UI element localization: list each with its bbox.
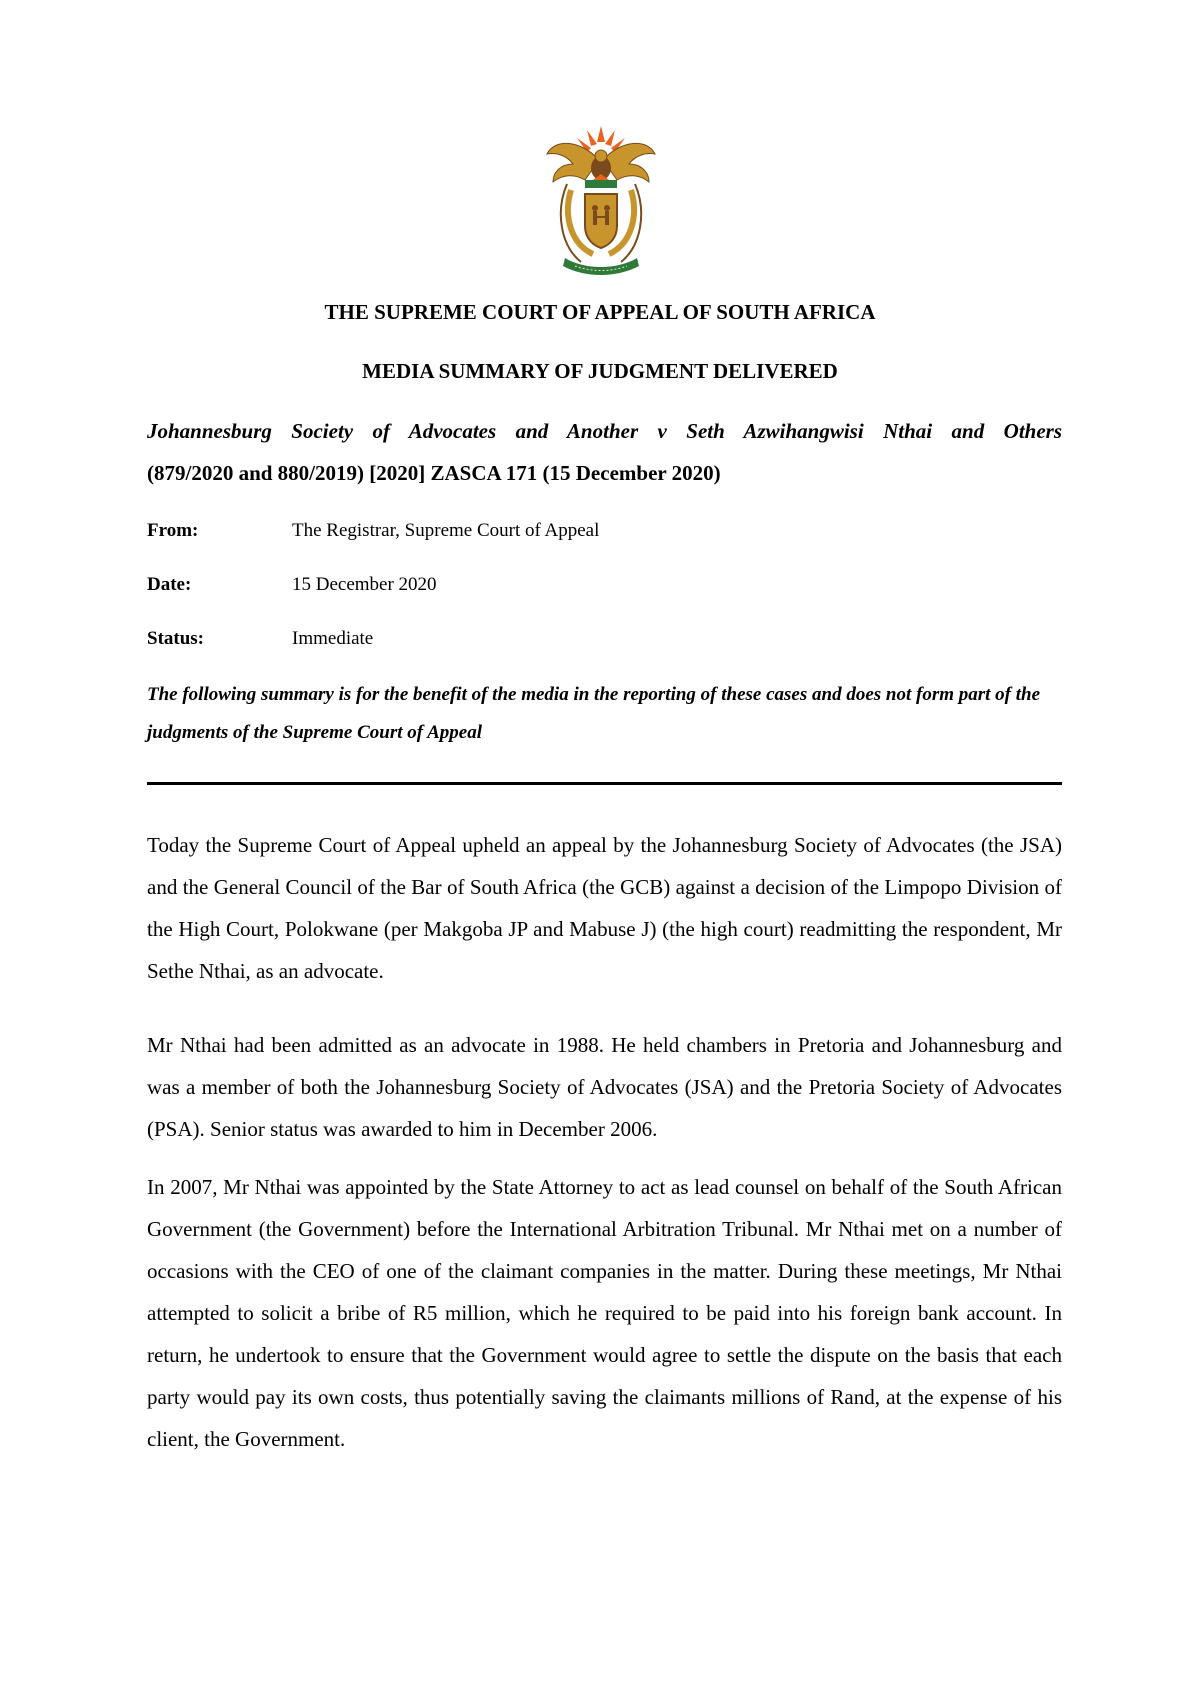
section-divider [147,782,1062,785]
court-name-heading: THE SUPREME COURT OF APPEAL OF SOUTH AFRICA [324,300,876,324]
meta-label-date: Date: [147,574,192,595]
meta-label-status: Status: [147,628,205,649]
meta-value-status: Immediate [292,628,374,649]
meta-label-from: From: [147,520,199,541]
document-type-heading: MEDIA SUMMARY OF JUDGMENT DELIVERED [362,359,838,383]
meta-value-date: 15 December 2020 [292,574,437,595]
summary-paragraph-1: Today the Supreme Court of Appeal upheld an appeal by the Johannesburg Society of Advocates (the JSA) and the General Council of the Bar of South Africa (the GCB) against a decision of the Limpopo Division of the High Court, Polokwane (per Makgoba JP and Mabuse J) (the high court) readmitting the respondent, Mr Sethe Nthai, as an advocate. [147,833,1062,983]
summary-paragraph-3: In 2007, Mr Nthai was appointed by the State Attorney to act as lead counsel on behalf of the South African Government (the Government) before the International Arbitration Tribunal. Mr Nthai met on a number of occasions with the CEO of one of the claimant companies in the matter. During these meetings, Mr Nthai attempted to solicit a bribe of R5 million, which he required to be paid into his foreign bank account. In return, he undertook to ensure that the Government would agree to settle the dispute on the basis that each party would pay its own costs, thus potentially saving the claimants millions of Rand, at the expense of his client, the Government. [147,1175,1062,1451]
case-parties: Johannesburg Society of Advocates and Another v Seth Azwihangwisi Nthai and Others [147,419,1062,443]
case-citation: (879/2020 and 880/2019) [2020] ZASCA 171 (15 December 2020) [147,461,721,485]
media-disclaimer: The following summary is for the benefit of the media in the reporting of these cases and does not form part of the judgments of the Supreme Court of Appeal [147,684,1041,743]
coat-of-arms-emblem [541,120,661,280]
meta-value-from: The Registrar, Supreme Court of Appeal [292,520,600,541]
case-title [147,410,1062,494]
summary-paragraph-2: Mr Nthai had been admitted as an advocate in 1988. He held chambers in Pretoria and Johannesburg and was a member of both the Johannesburg Society of Advocates (JSA) and the Pretoria Society of Advocates (PSA). Senior status was awarded to him in December 2006. [147,1033,1062,1141]
